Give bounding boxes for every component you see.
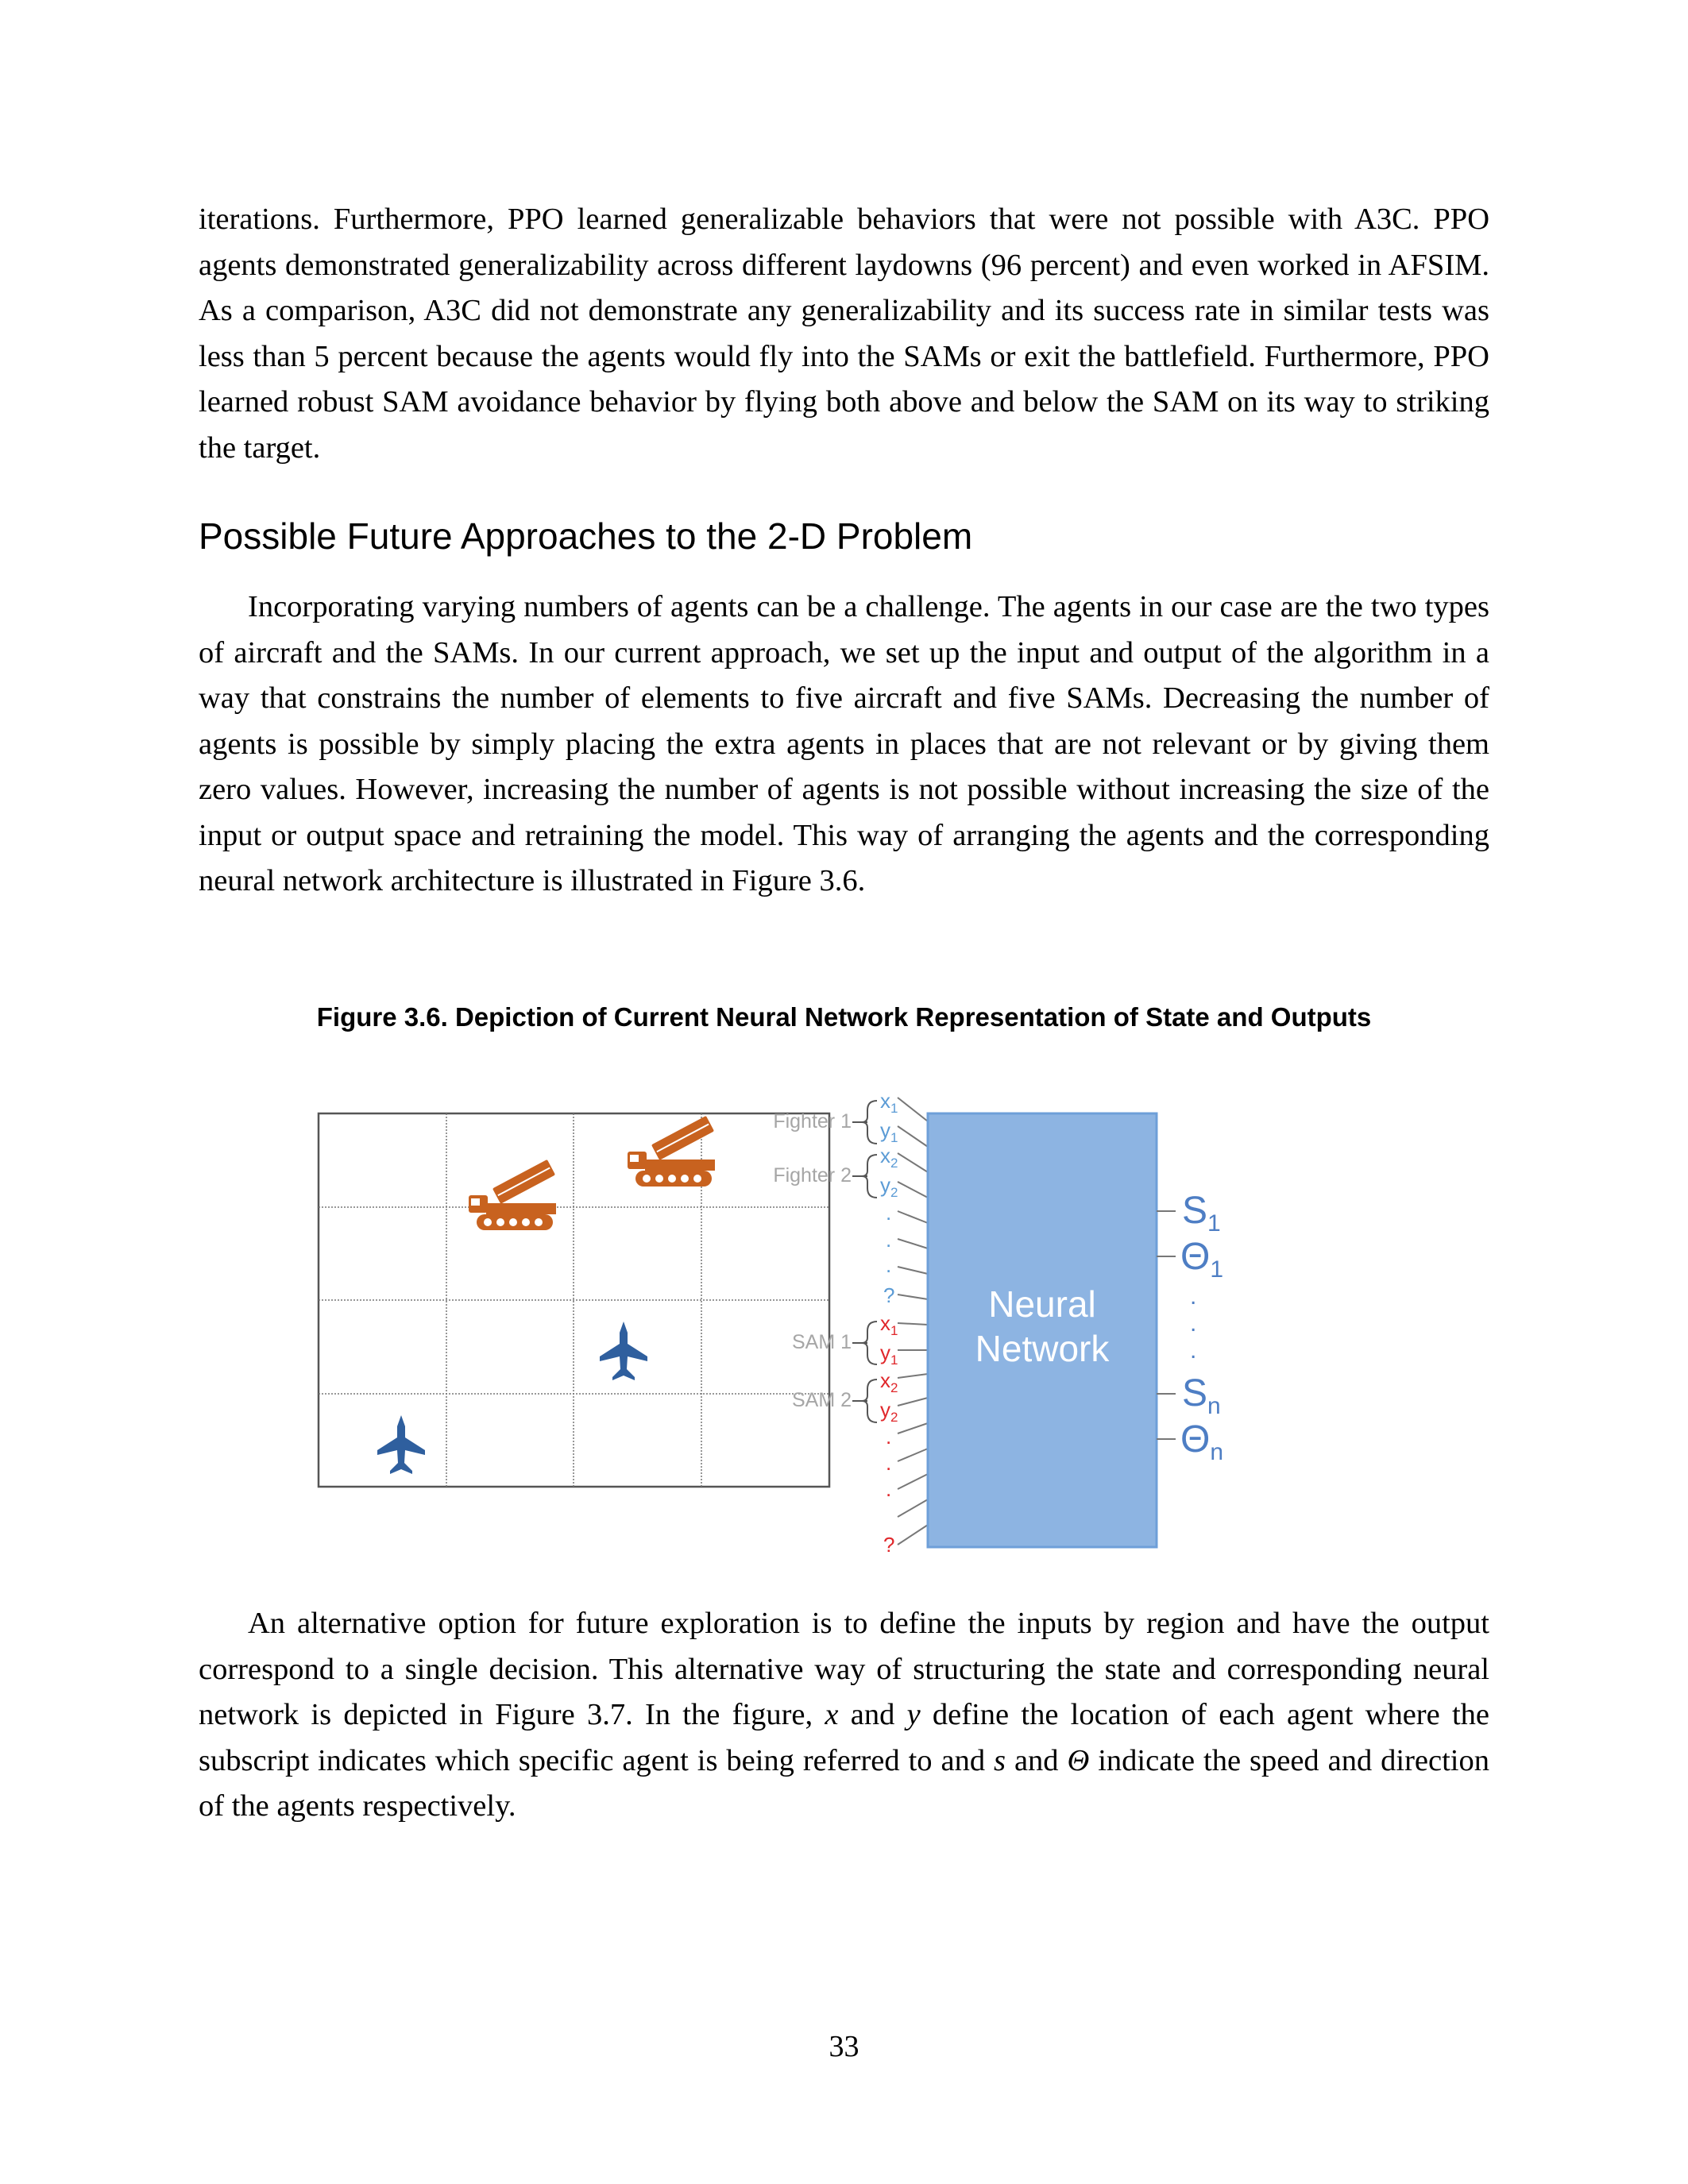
svg-text:y1: $y_1$ [880,1341,898,1368]
svg-text:y2: $y_2$ [880,1398,898,1425]
svg-text:.: . [886,1451,892,1475]
svg-text:.: . [886,1253,892,1277]
sam-2-label: SAM 2 [791,1389,852,1411]
svg-text:?: ? [883,1283,895,1307]
svg-text:Θn: $\Theta_n$ [1180,1418,1224,1465]
sam-1-label: SAM 1 [791,1331,852,1353]
svg-text:x1: $x_1$ [880,1089,898,1116]
svg-text:.: . [886,1477,892,1501]
svg-text:Sn: $S_n$ [1182,1372,1221,1419]
paragraph-agents: Incorporating varying numbers of agents can be a challenge. The agents in our case are the two types of aircraft and the SAMs. In our current approach, we set up the input and output of the algorithm in a way that constrains the number of elements to five aircraft and five SAMs. Decreasing the number of agents is possible by simply placing the extra agents in places that are not relevant or by giving them zero values. However, increasing the number of agents is not possible without increasing the size of the input or output space and retraining the model. This way of arranging the agents and the corresponding neural network architecture is illustrated in Figure 3.6. [199,590,1489,897]
svg-text:Network: Network [975,1328,1110,1369]
figure-3-6 [302,1064,1398,1588]
paragraph-continuation: iterations. Furthermore, PPO learned generalizable behaviors that were not possible with A3C. PPO agents demonstrated generalizability across different laydowns (96 percent) and even worked in AFSIM. As a comparison, A3C did not demonstrate any generalizability and its success rate in similar tests was less than 5 percent because the agents would fly into the SAMs or exit the battlefield. Furthermore, PPO learned robust SAM avoidance behavior by flying both above and below the SAM on its way to striking the target. [199,203,1489,465]
fighter-2-label: Fighter 2 [773,1164,852,1187]
neural-network-block [928,1113,1157,1547]
svg-text:.: . [1190,1310,1197,1337]
svg-text:.: . [1190,1283,1197,1310]
svg-text:x1: $x_1$ [880,1311,898,1338]
battlefield-grid [319,1113,829,1487]
svg-text:x2: $x_2$ [880,1368,898,1395]
svg-text:Θ1: $\Theta_1$ [1180,1236,1224,1283]
svg-text:y2: $y_2$ [880,1173,898,1200]
input-connectors [898,1098,928,1545]
svg-text:Neural: Neural [988,1283,1096,1325]
svg-text:.: . [1190,1337,1197,1364]
svg-text:S1: $S_1$ [1182,1190,1221,1237]
svg-text:x2: $x_2$ [880,1144,898,1171]
svg-text:.: . [886,1228,892,1252]
section-heading: Possible Future Approaches to the 2-D Problem [199,515,973,557]
network-outputs [1180,1190,1223,1465]
svg-text:?: ? [883,1533,895,1557]
svg-text:y1: $y_1$ [880,1118,898,1145]
fighter-1-label: Fighter 1 [773,1110,852,1133]
svg-text:.: . [886,1201,892,1225]
figure-caption: Figure 3.6. Depiction of Current Neural Network Representation of State and Outputs [316,1002,1372,1032]
page-number: 33 [829,2030,859,2063]
svg-text:.: . [886,1425,892,1449]
paragraph-alternative: An alternative option for future exploration is to define the inputs by region and have the output correspond to a single decision. This alternative way of structuring the state and corresponding neural network is depicted in Figure 3.7. In the figure, x and y define the location of each agent where the subscript indicates which specific agent is being referred to and s and Θ indicate the speed and direction of the agents respectively. [199,1607,1489,1823]
